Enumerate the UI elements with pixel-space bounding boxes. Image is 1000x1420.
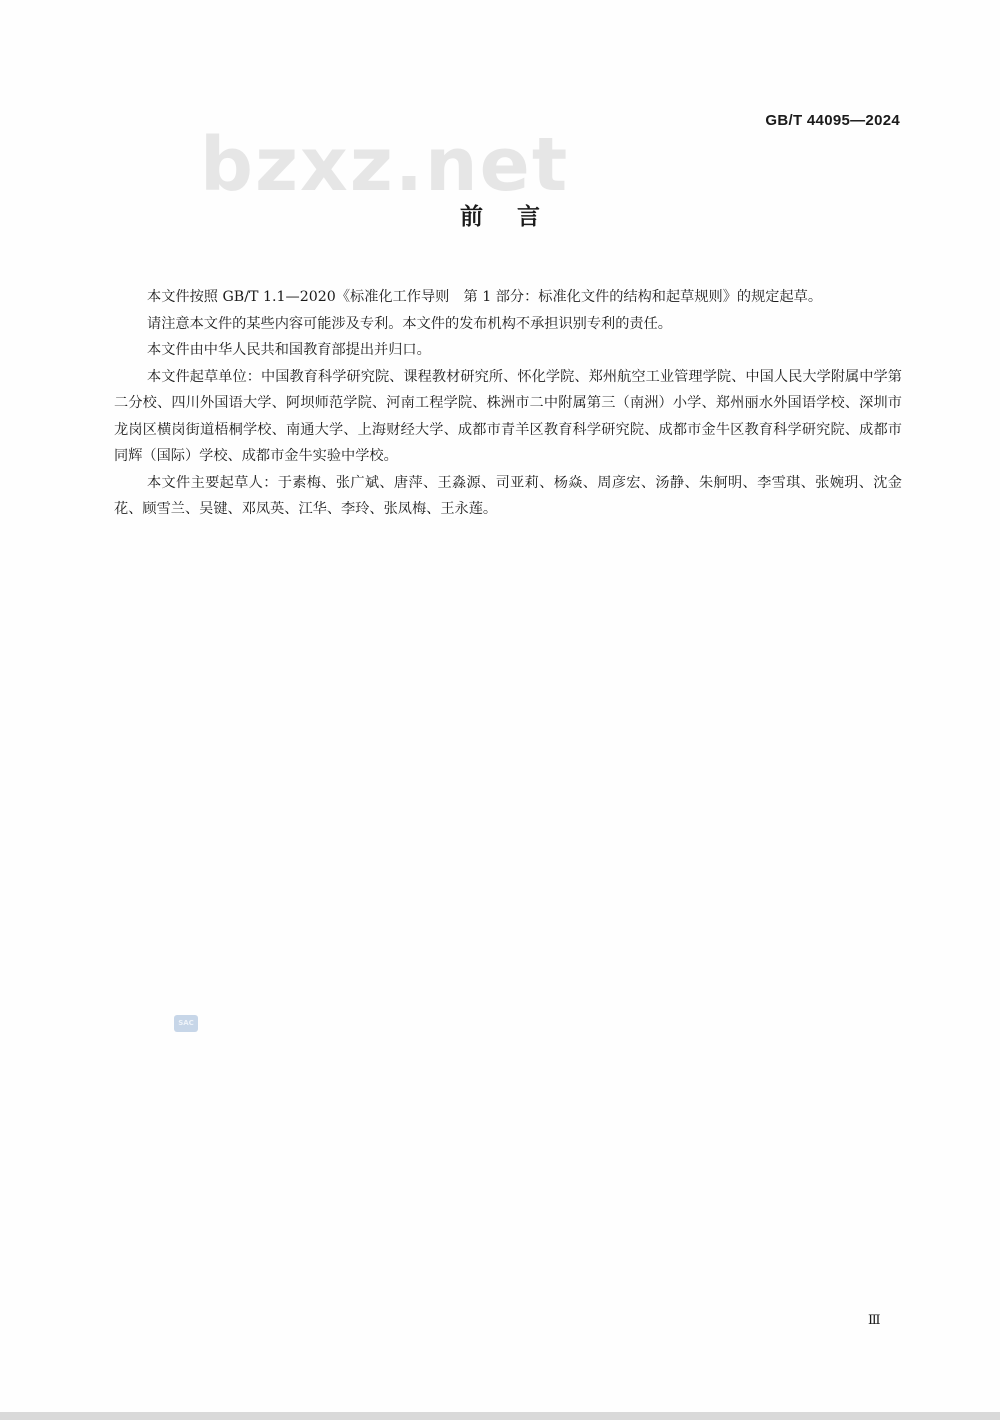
paragraph-drafting-rules: 本文件按照 GB/T 1.1—2020《标准化工作导则 第 1 部分：标准化文件的结构和起草规则》的规定起草。 — [147, 289, 823, 305]
page-title: 前言 — [460, 204, 574, 230]
foreword-body — [114, 284, 902, 523]
publisher-logo-icon: SAC — [174, 1015, 198, 1032]
paragraph-patent-notice: 请注意本文件的某些内容可能涉及专利。本文件的发布机构不承担识别专利的责任。 — [147, 315, 672, 332]
page-bottom-edge — [0, 1412, 1000, 1420]
paragraph-proposer: 本文件由中华人民共和国教育部提出并归口。 — [147, 342, 431, 358]
paragraph-drafting-units: 本文件起草单位：中国教育科学研究院、课程教材研究所、怀化学院、郑州航空工业管理学院、中国人民大学附属中学第二分校、四川外国语大学、阿坝师范学院、河南工程学院、株洲市二中附属第三（南洲）小学、郑州丽水外国语学校、深圳市龙岗区横岗街道梧桐学校、南通大学、上海财经大学、成都市青羊区教育科学研究院、成都市金牛区教育科学研究院、成都市同辉（国际）学校、成都市金牛实验中学校。 — [114, 368, 902, 464]
watermark-text: bzxz.net — [200, 122, 570, 208]
paragraph-drafters: 本文件主要起草人：于素梅、张广斌、唐萍、王淼源、司亚莉、杨焱、周彦宏、汤静、朱舸明、李雪琪、张婉玥、沈金花、顾雪兰、吴键、邓凤英、江华、李玲、张凤梅、王永莲。 — [114, 474, 902, 517]
page-number: Ⅲ — [868, 1313, 882, 1328]
standard-number: GB/T 44095—2024 — [765, 112, 900, 129]
